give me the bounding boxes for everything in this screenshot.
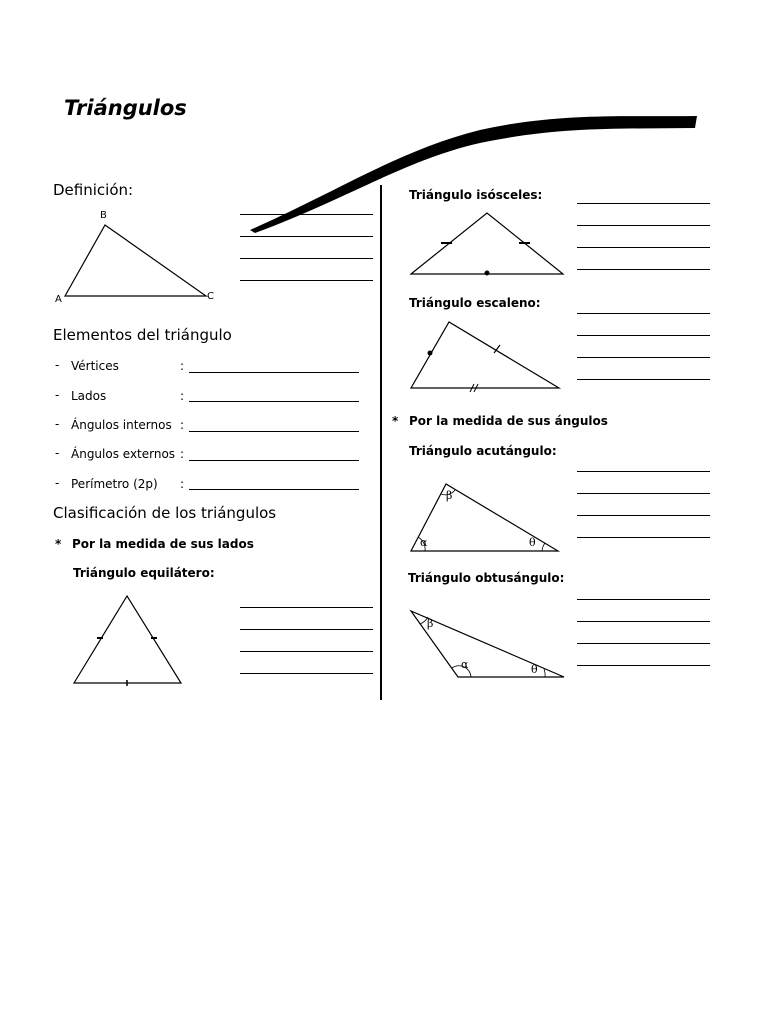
definition-heading: Definición: <box>53 181 134 199</box>
obtuse-answer-line[interactable] <box>577 599 710 600</box>
equilateral-answer-line[interactable] <box>240 607 373 608</box>
scalene-answer-line[interactable] <box>577 357 710 358</box>
element-answer-line-perimetro[interactable] <box>189 489 359 490</box>
scalene-triangle <box>411 322 559 388</box>
scalene-label: Triángulo escaleno: <box>409 296 541 310</box>
scalene-answer-line[interactable] <box>577 379 710 380</box>
acute-alpha-symbol: α <box>420 536 428 549</box>
isosceles-answer-line[interactable] <box>577 247 710 248</box>
element-answer-line-angulos-internos[interactable] <box>189 431 359 432</box>
element-colon: : <box>180 447 185 461</box>
element-label-vertices: Vértices <box>71 359 119 373</box>
element-colon: : <box>180 359 185 373</box>
list-dash: - <box>55 417 60 431</box>
element-answer-line-lados[interactable] <box>189 401 359 402</box>
obtuse-theta-symbol: θ <box>531 663 538 676</box>
element-label-angulos-internos: Ángulos internos <box>71 418 172 432</box>
list-dash: - <box>55 446 60 460</box>
element-colon: : <box>180 477 185 491</box>
definition-answer-line[interactable] <box>240 214 373 215</box>
list-dash: - <box>55 388 60 402</box>
equilateral-answer-line[interactable] <box>240 629 373 630</box>
equilateral-answer-line[interactable] <box>240 651 373 652</box>
isosceles-base-dot <box>485 271 490 276</box>
scalene-answer-line[interactable] <box>577 313 710 314</box>
acute-answer-line[interactable] <box>577 471 710 472</box>
isosceles-label: Triángulo isósceles: <box>409 188 543 202</box>
list-dash: - <box>55 358 60 372</box>
element-colon: : <box>180 389 185 403</box>
acute-theta-symbol: θ <box>529 536 536 549</box>
element-answer-line-angulos-externos[interactable] <box>189 460 359 461</box>
decorative-swoosh <box>250 116 697 233</box>
isosceles-triangle <box>411 213 563 274</box>
element-label-perimetro: Perímetro (2p) <box>71 477 158 491</box>
page-title: Triángulos <box>64 96 187 120</box>
acute-answer-line[interactable] <box>577 493 710 494</box>
vertex-label-c: C <box>207 291 214 302</box>
equilateral-label: Triángulo equilátero: <box>73 566 215 580</box>
equilateral-answer-line[interactable] <box>240 673 373 674</box>
vertex-label-b: B <box>100 210 107 221</box>
bullet-star: * <box>55 537 62 551</box>
acute-angle-arc-theta <box>542 543 545 551</box>
element-label-lados: Lados <box>71 389 107 403</box>
obtuse-answer-line[interactable] <box>577 643 710 644</box>
definition-triangle <box>65 225 206 296</box>
definition-answer-line[interactable] <box>240 258 373 259</box>
isosceles-answer-line[interactable] <box>577 269 710 270</box>
vertex-label-a: A <box>55 294 62 305</box>
equilateral-triangle <box>74 596 181 683</box>
classification-heading: Clasificación de los triángulos <box>53 504 277 522</box>
obtuse-triangle <box>411 611 564 677</box>
list-dash: - <box>55 476 60 490</box>
element-colon: : <box>180 418 185 432</box>
obtuse-answer-line[interactable] <box>577 621 710 622</box>
scalene-answer-line[interactable] <box>577 335 710 336</box>
isosceles-answer-line[interactable] <box>577 225 710 226</box>
obtuse-angle-arc-theta <box>544 669 545 677</box>
isosceles-answer-line[interactable] <box>577 203 710 204</box>
obtuse-answer-line[interactable] <box>577 665 710 666</box>
acute-answer-line[interactable] <box>577 537 710 538</box>
bullet-star: * <box>392 414 399 428</box>
by-angles-label: Por la medida de sus ángulos <box>409 414 608 428</box>
definition-answer-line[interactable] <box>240 236 373 237</box>
elements-heading: Elementos del triángulo <box>53 326 232 344</box>
element-label-angulos-externos: Ángulos externos <box>71 447 176 461</box>
by-sides-label: Por la medida de sus lados <box>72 537 254 551</box>
element-answer-line-vertices[interactable] <box>189 372 359 373</box>
obtuse-label: Triángulo obtusángulo: <box>408 571 565 585</box>
acute-beta-symbol: β <box>446 489 453 502</box>
scalene-dot <box>428 351 433 356</box>
obtuse-alpha-symbol: α <box>461 658 469 671</box>
obtuse-beta-symbol: β <box>427 617 434 630</box>
acute-answer-line[interactable] <box>577 515 710 516</box>
definition-answer-line[interactable] <box>240 280 373 281</box>
acute-label: Triángulo acutángulo: <box>409 444 557 458</box>
